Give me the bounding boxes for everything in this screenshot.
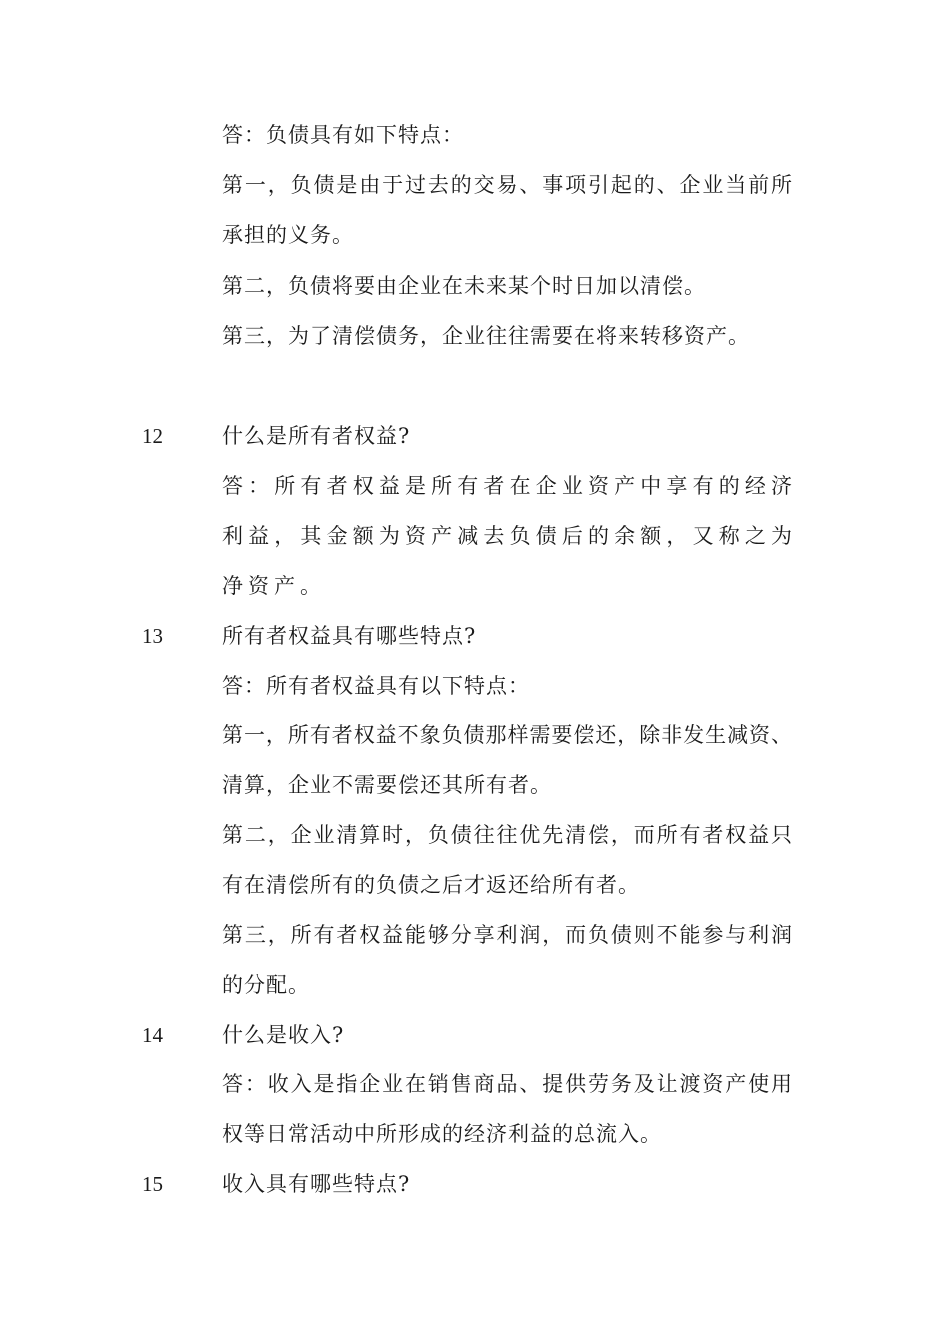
question-number-14: 14 [142,1023,163,1047]
answer-13-point-1-line-1: 第一，所有者权益不象负债那样需要偿还，除非发生减资、 [222,723,792,747]
answer-14-line-2: 权等日常活动中所形成的经济利益的总流入。 [222,1122,662,1146]
question-13: 所有者权益具有哪些特点? [222,624,477,648]
answer-12-line-3: 净资产。 [222,574,326,598]
answer-13-intro: 答：所有者权益具有以下特点： [222,674,530,698]
liability-point-2: 第二，负债将要由企业在未来某个时日加以清偿。 [222,274,706,298]
answer-13-point-2-line-2: 有在清偿所有的负债之后才返还给所有者。 [222,873,640,897]
answer-12-line-2: 利益，其金额为资产减去负债后的余额，又称之为 [222,524,792,548]
answer-12-line-1: 答：所有者权益是所有者在企业资产中享有的经济 [222,474,792,498]
liability-point-1-line-1: 第一，负债是由于过去的交易、事项引起的、企业当前所 [222,173,792,197]
question-number-15: 15 [142,1172,163,1196]
question-14: 什么是收入? [222,1023,345,1047]
answer-13-point-3-line-2: 的分配。 [222,973,310,997]
question-number-12: 12 [142,424,163,448]
answer-13-point-1-line-2: 清算，企业不需要偿还其所有者。 [222,773,552,797]
question-15: 收入具有哪些特点? [222,1172,411,1196]
answer-13-point-3-line-1: 第三，所有者权益能够分享利润，而负债则不能参与利润 [222,923,792,947]
liability-point-3: 第三，为了清偿债务，企业往往需要在将来转移资产。 [222,324,750,348]
question-number-13: 13 [142,624,163,648]
answer-14-line-1: 答：收入是指企业在销售商品、提供劳务及让渡资产使用 [222,1072,792,1096]
liability-answer-intro: 答：负债具有如下特点： [222,123,464,147]
question-12: 什么是所有者权益? [222,424,411,448]
liability-point-1-line-2: 承担的义务。 [222,223,354,247]
answer-13-point-2-line-1: 第二，企业清算时，负债往往优先清偿，而所有者权益只 [222,823,792,847]
